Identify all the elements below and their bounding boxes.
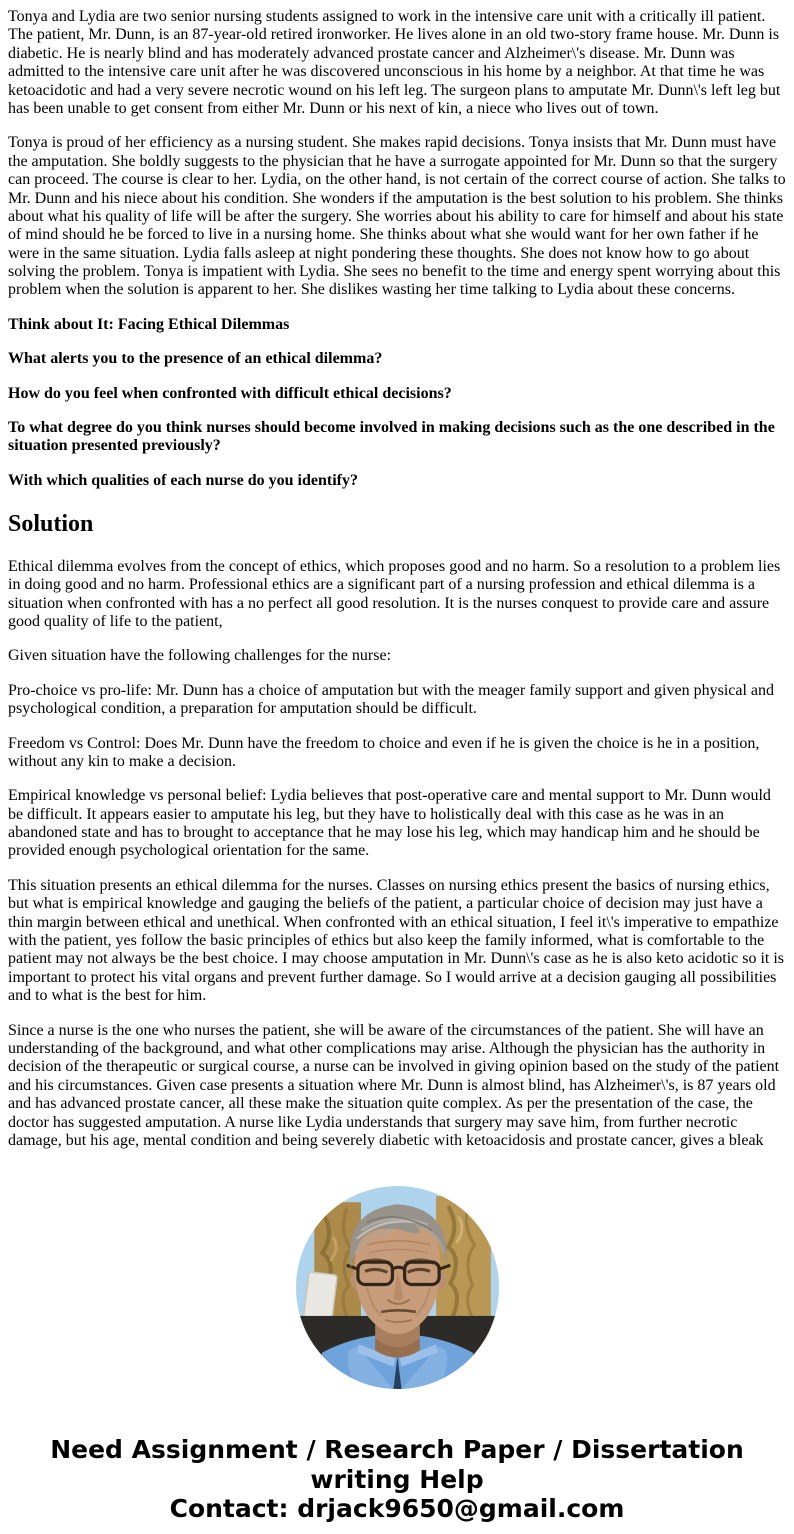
footer-advertisement xyxy=(8,1435,786,1524)
solution-paragraph: Ethical dilemma evolves from the concept of ethics, which proposes good and no harm. So a resolution to a problem lies in doing good and no harm. Professional ethics are a significant part of a nursing profession and ethical dilemma is a situation when confronted with has a no perfect all good resolution. It is the nurses conquest to provide care and assure good quality of life to the patient, xyxy=(8,557,781,630)
document-page xyxy=(8,8,786,1524)
solution-paragraph: Given situation have the following challenges for the nurse: xyxy=(8,647,392,665)
footer-contact-email: Contact: drjack9650@gmail.com xyxy=(169,1494,625,1524)
tutor-portrait-photo xyxy=(296,1186,499,1389)
question-2: How do you feel when confronted with difficult ethical decisions? xyxy=(8,384,452,402)
solution-paragraph: Empirical knowledge vs personal belief: Lydia believes that post-operative care and mental support to Mr. Dunn would be difficult. It appears easier to amputate his leg, but they have to holistically deal with this case as he was in an abandoned state and has to brought to acceptance that he may lose his leg, which may handicap him and he should be provided enough psychological orientation for the same. xyxy=(8,787,771,860)
think-about-it-heading: Think about It: Facing Ethical Dilemmas xyxy=(8,315,290,333)
solution-paragraph: Since a nurse is the one who nurses the patient, she will be aware of the circumstances of the patient. She will have an understanding of the background, and what other complications may arise. Although the physician has the authority in decision of the therapeutic or surgical course, a nurse can be involved in giving opinion based on the study of the patient and his circumstances. Given case presents a situation where Mr. Dunn is almost blind, has Alzheimer\'s, is 87 years old and has advanced prostate cancer, all these make the situation quite complex. As per the presentation of the case, the doctor has suggested amputation. A nurse like Lydia understands that surgery may save him, from further necrotic damage, but his age, mental condition and being severely diabetic with ketoacidosis and prostate cancer, gives a bleak xyxy=(8,1021,780,1149)
case-paragraph: Tonya is proud of her efficiency as a nursing student. She makes rapid decisions. Tonya insists that Mr. Dunn must have the amputation. She boldly suggests to the physician that he have a surrogate appointed for Mr. Dunn so that the surgery can proceed. The course is clear to her. Lydia, on the other hand, is not certain of the correct course of action. She talks to Mr. Dunn and his niece about his condition. She wonders if the amputation is the best solution to his problem. She thinks about what his quality of life will be after the surgery. She worries about his ability to care for himself and about his state of mind should he be forced to live in a nursing home. She thinks about what she would want for her own father if he were in the same situation. Lydia falls asleep at night pondering these thoughts. She does not know how to go about solving the problem. Tonya is impatient with Lydia. She sees no benefit to the time and energy spent worrying about this problem when the solution is apparent to her. She dislikes wasting her time talking to Lydia about these concerns. xyxy=(8,134,786,299)
question-1: What alerts you to the presence of an ethical dilemma? xyxy=(8,350,383,368)
solution-paragraph: Pro-choice vs pro-life: Mr. Dunn has a choice of amputation but with the meager family support and given physical and psychological condition, a preparation for amputation should be difficult. xyxy=(8,681,775,718)
question-4: With which qualities of each nurse do you identify? xyxy=(8,471,358,489)
solution-paragraph: Freedom vs Control: Does Mr. Dunn have the freedom to choice and even if he is given the choice is he in a position, without any kin to make a decision. xyxy=(8,734,760,770)
footer-help-line: Need Assignment / Research Paper / Dissertation writing Help xyxy=(50,1435,744,1494)
solution-paragraph: This situation presents an ethical dilemma for the nurses. Classes on nursing ethics present the basics of nursing ethics, but what is empirical knowledge and gauging the beliefs of the patient, a particular choice of decision may just have a thin margin between ethical and unethical. When confronted with an ethical situation, I feel it\'s imperative to empathize with the patient, yes follow the basic principles of ethics but also keep the family informed, what is comfortable to the patient may not always be the best choice. I may choose amputation in Mr. Dunn\'s case as he is also keto acidotic so it is important to protect his vital organs and prevent further damage. So I would arrive at a decision gauging all possibilities and to what is the best for him. xyxy=(8,876,785,1005)
case-paragraph: Tonya and Lydia are two senior nursing students assigned to work in the intensive care unit with a critically ill patient. The patient, Mr. Dunn, is an 87-year-old retired ironworker. He lives alone in an old two-story frame house. Mr. Dunn is diabetic. He is nearly blind and has moderately advanced prostate cancer and Alzheimer\'s disease. Mr. Dunn was admitted to the intensive care unit after he was discovered unconscious in his home by a neighbor. At that time he was ketoacidotic and had a very severe necrotic wound on his left leg. The surgeon plans to amputate Mr. Dunn\'s left leg but has been unable to get consent from either Mr. Dunn or his next of kin, a niece who lives out of town. xyxy=(8,8,781,117)
question-3: To what degree do you think nurses should become involved in making decisions such as the one described in the situation presented previously? xyxy=(8,419,775,455)
portrait-photo-container xyxy=(8,1186,786,1389)
solution-heading: Solution xyxy=(8,511,94,538)
photo-switch-plate xyxy=(303,1272,337,1322)
